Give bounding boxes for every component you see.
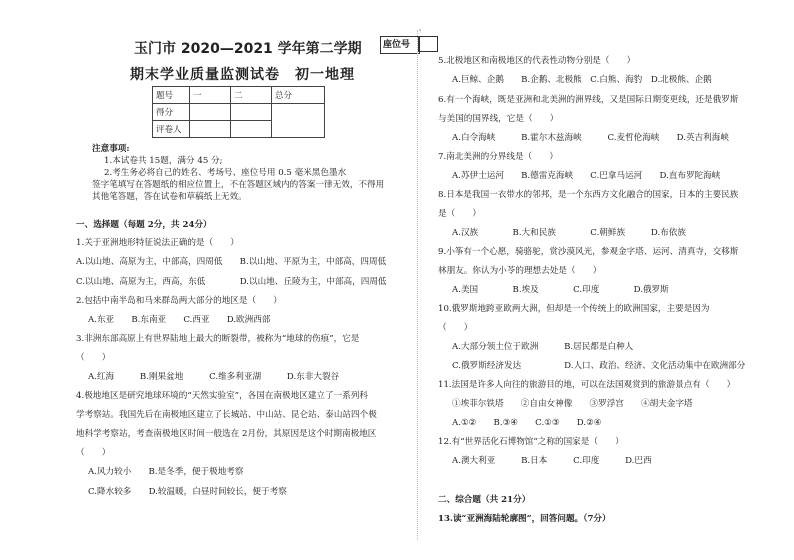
question-blank: （ ）: [438, 323, 473, 333]
exam-title-line2: 期末学业质量监测试卷 初一地理: [130, 67, 355, 83]
question-options: A.大部分领土位于欧洲 B.居民都是白种人: [452, 342, 634, 352]
question-options: A.以山地、高原为主，中部高，四周低 B.以山地、平原为主，中部高，四周低: [76, 257, 387, 267]
score-table-cell: [231, 121, 272, 138]
question-options: A.汉族 B.大和民族 C.朝鲜族 D.布依族: [452, 228, 686, 238]
question-options: C.以山地、高原为主，西高，东低 D.以山地、丘陵为主，中部高，四周低: [76, 277, 387, 287]
question-stem: 13.读“亚洲海陆轮廓图”，回答问题。（7分）: [438, 514, 611, 524]
notes-line: 其他笔答题，答在试卷和草稿纸上无效。: [92, 192, 247, 202]
question-options: A.苏伊士运河 B.德雷克海峡 C.巴拿马运河 D.直布罗陀海峡: [452, 171, 721, 181]
question-stem: 11.法国是许多人向往的旅游目的地，可以在法国观赏到的旅游景点有（ ）: [438, 380, 736, 390]
question-blank: （ ）: [76, 353, 111, 363]
question-options: A.美国 B.埃及 C.印度 D.俄罗斯: [452, 285, 669, 295]
question-stem: 3.非洲东部高原上有世界陆地上最大的断裂带，被称为“地球的伤痕”，它是: [76, 334, 360, 344]
question-stem: 12.有“世界活化石博物馆”之称的国家是（ ）: [438, 437, 624, 447]
question-stem: 是（ ）: [438, 209, 481, 219]
question-options: A.红海 B.刚果盆地 C.维多利亚湖 D.东非大裂谷: [88, 372, 340, 382]
question-options: A.白令海峡 B.霍尔木兹海峡 C.麦哲伦海峡 D.英吉利海峡: [452, 133, 729, 143]
question-options: A.风力较小 B.是冬季，便于极地考察: [88, 467, 244, 477]
question-blank: （ ）: [76, 448, 111, 458]
score-table-cell: [190, 104, 231, 121]
score-table: [152, 86, 325, 138]
question-stem: 10.俄罗斯地跨亚欧两大洲，但却是一个传统上的欧洲国家，主要是因为: [438, 304, 710, 314]
question-stem: 8.日本是我国一衣带水的邻邦，是一个东西方文化融合的国家，日本的主要民族: [438, 190, 739, 200]
question-stem: 5.北极地区和南极地区的代表性动物分别是（ ）: [438, 56, 636, 66]
score-table-cell: 得分: [153, 104, 190, 121]
section1-heading: 一、选择题（每题 2分，共 24分）: [76, 220, 212, 230]
question-options: A.澳大利亚 B.日本 C.印度 D.巴西: [452, 456, 652, 466]
score-table-cell: 一: [190, 87, 231, 104]
score-table-cell: [272, 104, 325, 138]
question-options: A.①② B.③④ C.①③ D.②④: [452, 418, 602, 428]
question-items: ①埃菲尔铁塔 ②自由女神像 ③罗浮宫 ④胡夫金字塔: [452, 399, 693, 409]
question-options: A.巨鲸、企鹅 B.企鹅、北极熊 C.白熊、海豹 D.北极熊、企鹅: [452, 75, 712, 85]
question-stem: 与美国的国界线，它是（ ）: [438, 114, 559, 124]
score-table-cell: [190, 121, 231, 138]
question-stem: 9.小筝有一个心愿，骑骆驼，赏沙漠风光，参观金字塔、运河、清真寺，交移斯: [438, 247, 739, 257]
question-stem: 6.有一个海峡，既是亚洲和北美洲的洲界线，又是国际日期变更线，还是俄罗斯: [438, 95, 739, 105]
notes-line: 1.本试卷共 15题，满分 45 分;: [104, 156, 223, 166]
score-table-cell: 评卷人: [153, 121, 190, 138]
score-table-cell: 题号: [153, 87, 190, 104]
question-stem: 林朋友。你认为小苓的理想去处是（ ）: [438, 266, 602, 276]
section2-heading: 二、综合题（共 21分）: [438, 495, 531, 505]
score-table-cell: 二: [231, 87, 272, 104]
question-stem: 7.南北美洲的分界线是（ ）: [438, 152, 558, 162]
question-stem: 2.包括中南半岛和马来群岛两大部分的地区是（ ）: [76, 296, 282, 306]
score-table-cell: 总分: [272, 87, 325, 104]
column-divider: [417, 30, 418, 540]
question-options: C.降水较多 D.较温暖，白昼时间较长，便于考察: [88, 487, 287, 497]
question-stem: 4.极地地区是研究地球环境的“天然实验室”，各国在南极地区建立了一系列科: [76, 391, 368, 401]
question-options: A.东亚 B.东南亚 C.西亚 D.欧洲西部: [88, 315, 271, 325]
notes-line: 签字笔填写在答题纸的相应位置上，不在答题区域内的答案一律无效，不得用: [92, 180, 385, 190]
notes-heading: 注意事项:: [92, 144, 130, 154]
exam-title-line1: 玉门市 2020—2021 学年第二学期: [134, 41, 362, 57]
seat-number-box: [418, 36, 438, 52]
divider-mark: ': [419, 28, 422, 37]
question-options: C.俄罗斯经济发达 D.人口、政治、经济、文化活动集中在欧洲部分: [452, 361, 746, 371]
notes-line: 2.考生务必将自己的姓名、考场号、座位号用 0.5 毫米黑色墨水: [104, 168, 347, 178]
seat-number-label: 座位号: [380, 36, 420, 54]
question-stem: 1.关于亚洲地形特征说法正确的是（ ）: [76, 238, 239, 248]
question-stem: 地科学考察站，考查南极地区时间一般选在 2月份，其原因是这个时期南极地区: [76, 429, 377, 439]
question-stem: 学考察站。我国先后在南极地区建立了长城站、中山站、昆仑站、泰山站四个极: [76, 410, 377, 420]
score-table-cell: [231, 104, 272, 121]
